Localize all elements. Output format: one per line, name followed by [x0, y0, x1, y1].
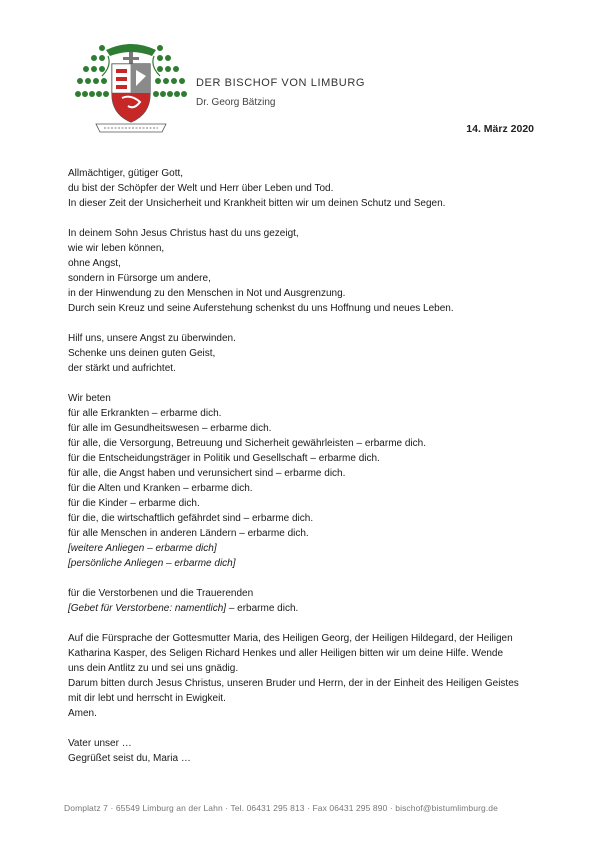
intercession-line: für die Kinder – erbarme dich.: [68, 498, 200, 509]
intercession-line: für die Entscheidungsträger in Politik und Gesellschaft – erbarme dich.: [68, 453, 380, 464]
intercession-line: für alle Erkrankten – erbarme dich.: [68, 408, 222, 419]
intercession-line: für alle Menschen in anderen Ländern – erbarme dich.: [68, 528, 309, 539]
paragraph-invocation: [68, 166, 538, 211]
text-line: ohne Angst,: [68, 258, 121, 269]
text-line: für die Verstorbenen und die Trauerenden: [68, 588, 254, 599]
paragraph-intercessions: [68, 391, 538, 571]
letterhead-title: DER BISCHOF VON LIMBURG: [196, 77, 366, 89]
paragraph-deceased: [68, 586, 538, 616]
footer-address: Domplatz 7 · 65549 Limburg an der Lahn · Tel. 06431 295 813 · Fax 06431 295 890 · bischof@bistumlimburg.de: [64, 803, 498, 813]
text-line: du bist der Schöpfer der Welt und Herr über Leben und Tod.: [68, 183, 334, 194]
intercession-line: für alle, die Versorgung, Betreuung und Sicherheit gewährleisten – erbarme dich.: [68, 438, 426, 449]
paragraph-closing: [68, 736, 538, 766]
text-line: mit dir lebt und herrscht in Ewigkeit.: [68, 693, 226, 704]
letterhead: [196, 77, 365, 108]
text-line: In dieser Zeit der Unsicherheit und Krankheit bitten wir um deinen Schutz und Segen.: [68, 198, 446, 209]
text-line: Vater unser …: [68, 738, 132, 749]
coat-of-arms-icon: [72, 36, 190, 136]
text-line: Amen.: [68, 708, 97, 719]
text-line: [68, 601, 538, 616]
text-line: der stärkt und aufrichtet.: [68, 363, 176, 374]
text-line: Durch sein Kreuz und seine Auferstehung schenkst du uns Hoffnung und neues Leben.: [68, 303, 454, 314]
paragraph-help: [68, 331, 538, 376]
text-line: Hilf uns, unsere Angst zu überwinden.: [68, 333, 236, 344]
text-line: wie wir leben können,: [68, 243, 165, 254]
text-line: Schenke uns deinen guten Geist,: [68, 348, 216, 359]
intercession-line: für die Alten und Kranken – erbarme dich.: [68, 483, 253, 494]
italic-note: [weitere Anliegen – erbarme dich]: [68, 543, 217, 554]
text-line: Wir beten: [68, 393, 111, 404]
text-line: sondern in Fürsorge um andere,: [68, 273, 211, 284]
text-line: In deinem Sohn Jesus Christus hast du uns gezeigt,: [68, 228, 299, 239]
paragraph-saints: [68, 631, 538, 721]
text-line: in der Hinwendung zu den Menschen in Not und Ausgrenzung.: [68, 288, 346, 299]
text-line: Darum bitten durch Jesus Christus, unseren Bruder und Herrn, der in der Einheit des Heiligen Geistes: [68, 678, 519, 689]
text-line: Allmächtiger, gütiger Gott,: [68, 168, 184, 179]
letter-date: 14. März 2020: [466, 123, 534, 135]
paragraph-christ: [68, 226, 538, 316]
prayer-text: [68, 166, 538, 781]
italic-note: [persönliche Anliegen – erbarme dich]: [68, 558, 236, 569]
text-line: uns dein Antlitz zu und sei uns gnädig.: [68, 663, 239, 674]
intercession-line: für die, die wirtschaftlich gefährdet sind – erbarme dich.: [68, 513, 314, 524]
text-fragment: – erbarme dich.: [226, 603, 299, 614]
intercession-line: für alle, die Angst haben und verunsichert sind – erbarme dich.: [68, 468, 346, 479]
text-line: Gegrüßet seist du, Maria …: [68, 753, 191, 764]
text-line: Katharina Kasper, des Seligen Richard Henkes und aller Heiligen bitten wir um deine Hilfe. Wende: [68, 648, 504, 659]
italic-note: [Gebet für Verstorbene: namentlich]: [68, 603, 227, 614]
text-line: Auf die Fürsprache der Gottesmutter Maria, des Heiligen Georg, der Heiligen Hildegard, der Heiligen: [68, 633, 513, 644]
intercession-line: für alle im Gesundheitswesen – erbarme dich.: [68, 423, 272, 434]
letterhead-name: Dr. Georg Bätzing: [196, 97, 276, 108]
